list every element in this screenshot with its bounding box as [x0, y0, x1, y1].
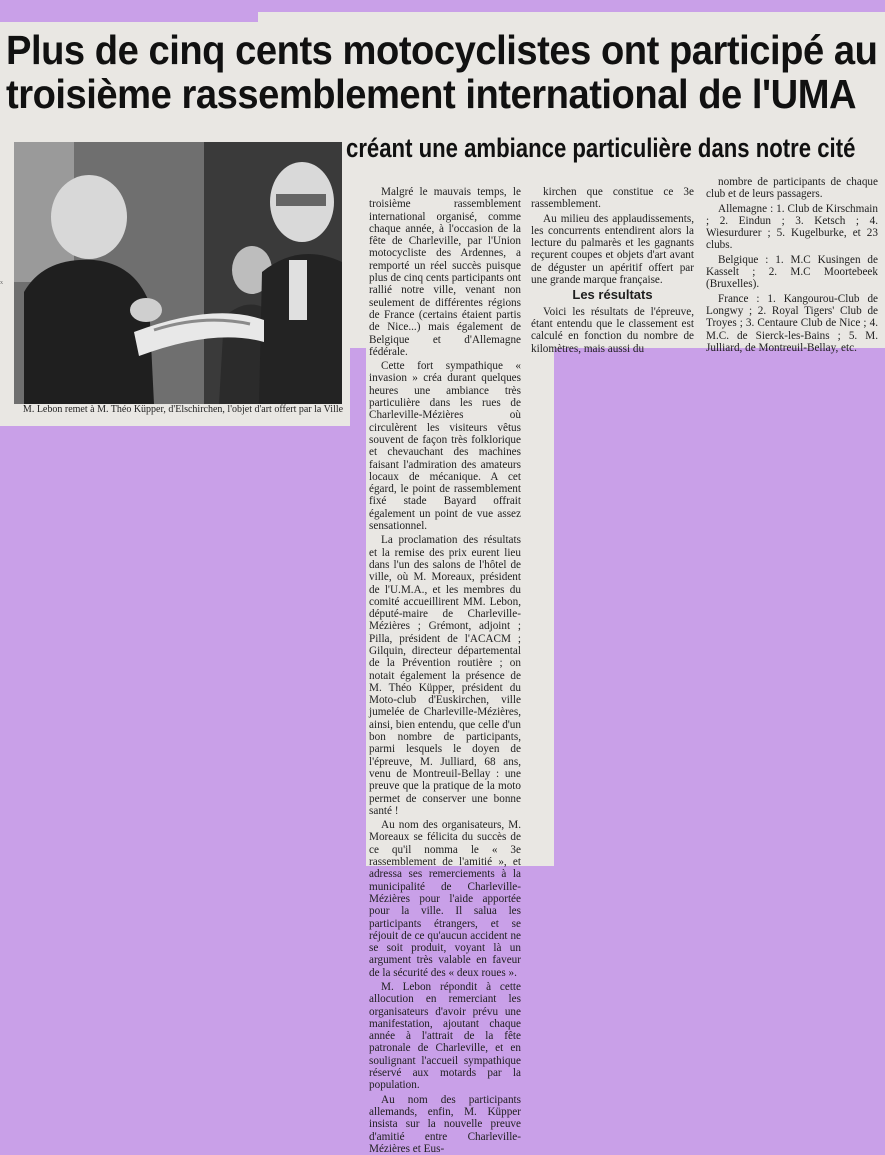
paragraph: Allemagne : 1. Club de Kirschmain ; 2. Eindun ; 3. Ketsch ; 4. Wiesurdurer ; 5. Kugelburke, et 23 clubs. [706, 202, 878, 252]
paragraph: France : 1. Kangourou-Club de Longwy ; 2. Royal Tigers' Club de Troyes ; 3. Centaure Club de Nice ; 4. M.C. de Sierck-les-Bains ; 5. M. Julliard, de Montreuil-Bellay, etc. [706, 292, 878, 354]
photo [14, 142, 342, 404]
results-heading: Les résultats [572, 287, 653, 303]
paragraph: Belgique : 1. M.C Kusingen de Kasselt ; 2. M.C Moortebeek (Bruxelles). [706, 253, 878, 291]
adjacent-clipping-fragment: x [0, 280, 6, 294]
subheadline: créant une ambiance particulière dans notre cité [346, 133, 856, 163]
photo-illustration [14, 142, 342, 404]
paragraph: Voici les résultats de l'épreuve, étant entendu que le classement est calculé en fonction du nombre de kilomètres, mais aussi du [531, 305, 694, 355]
headline-line-2: troisième rassemblement international de l'UMA [6, 71, 857, 117]
headline [6, 27, 878, 117]
column-2 [531, 186, 694, 355]
column-1 [369, 186, 521, 1155]
paragraph: kirchen que constitue ce 3e rassemblement. [531, 186, 694, 211]
paragraph: Au nom des participants allemands, enfin, M. Küpper insista sur la nouvelle preuve d'amitié entre Charleville-Mézières et Eus- [369, 1093, 521, 1155]
paragraph: Au milieu des applaudissements, les concurrents entendirent alors la lecture du palmarès et les gagnants reçurent coupes et objets d'art avant de déguster un apéritif offert par une grande marque française. [531, 212, 694, 287]
paragraph: La proclamation des résultats et la remise des prix eurent lieu dans l'un des salons de l'hôtel de ville, où M. Moreaux, président de l'U.M.A., et les membres du comité accueillirent MM. Lebon, député-maire de Charleville-Mézières ; Grémont, adjoint ; Pilla, président de l'ACACM ; Gilquin, directeur départemental de la Prévention routière ; on notait également la présence de M. Théo Küpper, président du Moto-club d'Euskirchen, ville jumelée de Charleville-Mézières, ainsi, bien entendu, que celle d'un bon nombre de participants, parmi lesquels le doyen de l'épreuve, M. Julliard, 68 ans, venu de Montreuil-Bellay : une preuve que la pratique de la moto permet de conserver une bonne santé ! [369, 534, 521, 817]
column-3 [706, 176, 878, 354]
paragraph: Malgré le mauvais temps, le troisième rassemblement international organisé, comme chaque année, à l'occasion de la fête de Charleville, par l'Union motocycliste des Ardennes, a remporté un réel succès puisque plus de cinq cents participants ont rallié notre ville, venant non seulement de différentes régions de France (certains étaient partis de Nice...) mais également de Belgique et d'Allemagne fédérale. [369, 186, 521, 358]
photo-caption: M. Lebon remet à M. Théo Küpper, d'Elschirchen, l'objet d'art offert par la Ville [22, 404, 344, 415]
paragraph: Cette fort sympathique « invasion » créa durant quelques heures une ambiance très particulière dans les rues de Charleville-Mézières où circulèrent les visiteurs vêtus souvent de façon très folklorique et chevauchant des machines faisant l'admiration des amateurs locaux de mécanique. A cet égard, le point de rassemblement fixé stade Bayard offrait également un point de vue assez sensationnel. [369, 360, 521, 533]
paper-top-tab [258, 12, 885, 26]
paragraph: nombre de participants de chaque club et de leurs passagers. [706, 176, 878, 201]
paragraph: Au nom des organisateurs, M. Moreaux se félicita du succès de ce qu'il nomma le « 3e rassemblement de l'amitié », et adressa ses remerciements à la municipalité de Charleville-Mézières pour l'aide apportée pour la ville. Il salua les participants étrangers, et se réjouit de ce qu'aucun accident ne se soit produit, voyant là un argument très valable en faveur de la sécurité des « deux roues ». [369, 819, 521, 979]
paragraph: M. Lebon répondit à cette allocution en remerciant les organisateurs d'avoir prévu une manifestation, ajoutant chaque année à l'attrait de la fête patronale de Charleville, et en soulignant l'accueil sympathique réservé aux motards par la population. [369, 981, 521, 1092]
headline-line-1: Plus de cinq cents motocyclistes ont participé au [6, 27, 878, 73]
